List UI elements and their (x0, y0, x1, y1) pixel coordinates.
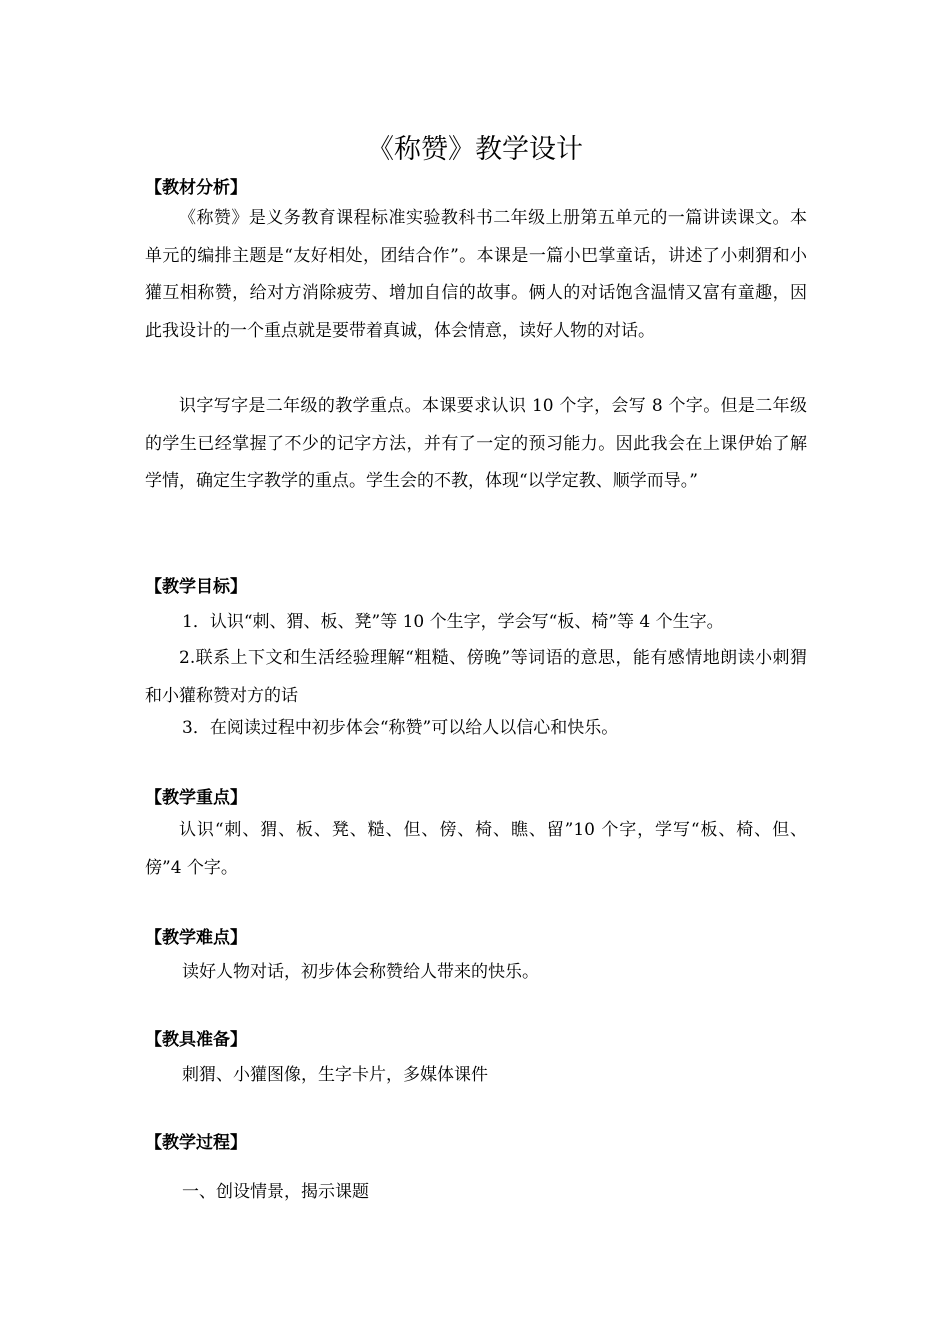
analysis-paragraph-1: 《称赞》是义务教育课程标准实验教科书二年级上册第五单元的一篇讲读课文。本单元的编排主题是“友好相处，团结合作”。本课是一篇小巴掌童话，讲述了小刺猬和小獾互相称赞，给对方消除疲劳、增加自信的故事。俩人的对话饱含温情又富有童趣，因此我设计的一个重点就是要带着真诚，体会情意，读好人物的对话。 (145, 208, 807, 341)
heading-teaching-materials: 【教具准备】 (145, 1030, 247, 1050)
heading-textbook-analysis: 【教材分析】 (145, 178, 247, 198)
analysis-paragraph-2: 识字写字是二年级的教学重点。本课要求认识 10 个字，会写 8 个字。但是二年级的学生已经掌握了不少的记字方法，并有了一定的预习能力。因此我会在上课伊始了解学情，确定生字教学的重点。学生会的不教，体现“以学定教、顺学而导。” (145, 396, 807, 492)
key-points-text: 认识“刺、猬、板、凳、糙、但、傍、椅、瞧、留”10 个字，学写“板、椅、但、傍”4 个字。 (145, 820, 807, 878)
process-step-1: 一、创设情景，揭示课题 (182, 1182, 369, 1202)
difficulties-text: 读好人物对话，初步体会称赞给人带来的快乐。 (182, 962, 539, 982)
objective-item-1: 1．认识“刺、猬、板、凳”等 10 个生字，学会写“板、椅”等 4 个生字。 (182, 612, 724, 632)
heading-teaching-objectives: 【教学目标】 (145, 577, 247, 597)
objective-item-2: 2.联系上下文和生活经验理解“粗糙、傍晚”等词语的意思，能有感情地朗读小刺猬和小獾称赞对方的话 (145, 648, 807, 706)
heading-teaching-process: 【教学过程】 (145, 1133, 247, 1153)
heading-teaching-difficulties: 【教学难点】 (145, 928, 247, 948)
document-title: 《称赞》教学设计 (367, 134, 583, 165)
heading-key-points: 【教学重点】 (145, 788, 247, 808)
objective-item-3: 3．在阅读过程中初步体会“称赞”可以给人以信心和快乐。 (182, 718, 619, 738)
materials-text: 刺猬、小獾图像，生字卡片，多媒体课件 (182, 1065, 488, 1085)
